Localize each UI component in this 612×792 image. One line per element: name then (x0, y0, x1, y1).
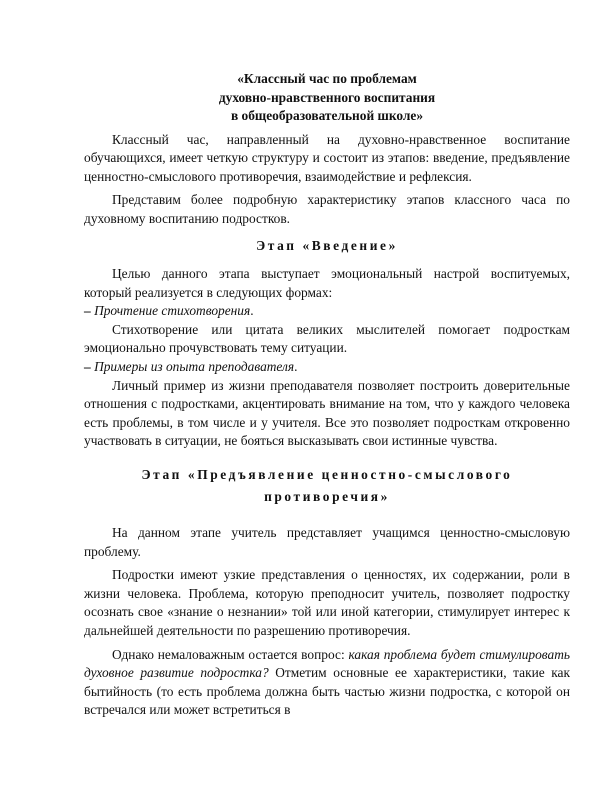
document-page (84, 70, 570, 720)
stage1-paragraph-3: Личный пример из жизни преподавателя позволяет построить доверительные отношения с подростками, акцентировать внимание на том, что у каждого человека есть проблемы, в том числе и у учителя. Все это позволяет подросткам откровенно участвовать в ситуации, не бояться высказывать свои истинные чувства. (84, 377, 570, 449)
p3-start: Однако немаловажным остается вопрос: (112, 646, 349, 662)
stage1-bullet-poem (84, 302, 570, 321)
bullet-period: . (250, 303, 254, 319)
intro-paragraph-2: Представим более подробную характеристику этапов классного часа по духовному воспитанию подростков. (84, 192, 570, 226)
stage2-paragraph-1: На данном этапе учитель представляет учащимся ценностно-смысловую проблему. (84, 525, 570, 559)
title-line-2: духовно-нравственного воспитания (218, 89, 436, 105)
bullet-text: Примеры из опыта преподавателя (94, 359, 295, 375)
bullet-dash: – (84, 303, 91, 319)
stage2-paragraph-2: Подростки имеют узкие представления о ценностях, их содержании, роли в жизни человека. Проблема, которую преподносит учитель, позволяет подростку осознать свое «знание о незнании» той или иной категории, стимулирует интерес к дальнейшей деятельности по разрешению противоречия. (84, 567, 570, 638)
p3-end: Отметим основные ее характеристики, такие как бытийность (то есть проблема должна быть частью жизни подростка, с которой он встречался или может встретиться в (84, 665, 571, 718)
p3-question: какая проблема будет стимулировать духовное развитие подростка? (84, 646, 570, 681)
bullet-text: Прочтение стихотворения (94, 303, 251, 319)
document-title (84, 70, 570, 126)
stage1-paragraph-1: Целью данного этапа выступает эмоциональный настрой воспитуемых, который реализуется в следующих формах: (84, 266, 570, 300)
stage-heading-introduction: Этап «Введение» (256, 238, 398, 254)
stage-heading-contradiction (84, 464, 570, 508)
intro-paragraph-1: Классный час, направленный на духовно-нравственное воспитание обучающихся, имеет четкую структуру и состоит из этапов: введение, предъявление ценностно-смыслового противоречия, взаимодействие и рефлексия. (84, 131, 570, 184)
stage1-bullet-examples (84, 358, 570, 377)
stage1-paragraph-2: Стихотворение или цитата великих мыслителей помогает подросткам эмоционально прочувствовать тему ситуации. (84, 321, 570, 356)
title-line-1: «Классный час по проблемам (237, 71, 417, 86)
title-line-3: в общеобразовательной школе» (230, 108, 424, 123)
bullet-period: . (294, 359, 298, 375)
stage2-paragraph-3 (84, 646, 570, 720)
stage2-heading-line-2: противоречия» (264, 489, 390, 504)
stage2-heading-line-1: Этап «Предъявление ценностно-смыслового (141, 467, 513, 482)
bullet-dash: – (84, 359, 91, 375)
